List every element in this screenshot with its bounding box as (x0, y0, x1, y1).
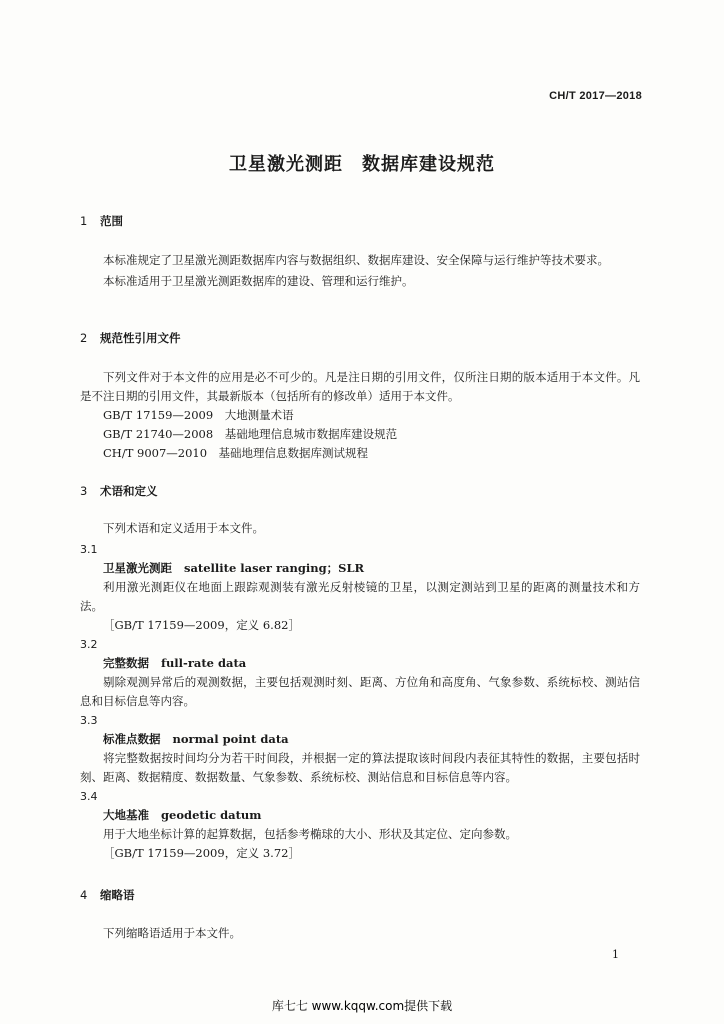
section-3-body (80, 519, 640, 863)
reference-item: CH/T 9007—2010 基础地理信息数据库测试规程 (103, 446, 369, 460)
section-heading: 2 规范性引用文件 (80, 331, 181, 345)
term-heading: 标准点数据 normal point data (103, 732, 289, 746)
term-heading: 完整数据 full-rate data (103, 656, 247, 670)
section-heading: 4 缩略语 (80, 888, 135, 902)
document-title: 卫星激光测距 数据库建设规范 (229, 154, 495, 175)
paragraph: 本标准适用于卫星激光测距数据库的建设、管理和运行维护。 (103, 274, 414, 288)
download-footer: 库七七 www.kqqw.com提供下载 (271, 999, 453, 1013)
term-definition: 将完整数据按时间均分为若干时间段，并根据一定的算法提取该时间段内表征其特性的数据，主要包括时刻、距离、数据精度、数据数量、气象参数、系统标校、测站信息和目标信息等内容。 (80, 751, 640, 784)
paragraph: 下列缩略语适用于本文件。 (103, 926, 241, 940)
paragraph: 下列文件对于本文件的应用是必不可少的。凡是注日期的引用文件，仅所注日期的版本适用于本文件。凡是不注日期的引用文件，其最新版本（包括所有的修改单）适用于本文件。 (80, 370, 640, 403)
paragraph: 本标准规定了卫星激光测距数据库内容与数据组织、数据库建设、安全保障与运行维护等技术要求。 (103, 253, 609, 267)
term-number: 3.4 (80, 790, 98, 803)
section-4-body (80, 924, 640, 943)
section-heading: 3 术语和定义 (80, 484, 158, 498)
section-3 (80, 482, 640, 501)
term-definition: 利用激光测距仪在地面上跟踪观测装有激光反射棱镜的卫星，以测定测站到卫星的距离的测量技术和方法。 (80, 580, 640, 613)
section-heading: 1 范围 (80, 214, 123, 228)
section-2-body (80, 368, 640, 463)
term-source: ［GB/T 17159—2009，定义 3.72］ (103, 846, 300, 860)
term-number: 3.3 (80, 714, 98, 727)
term-number: 3.1 (80, 543, 98, 556)
section-4 (80, 886, 640, 905)
standard-code: CH/T 2017—2018 (549, 90, 642, 102)
section-2 (80, 329, 640, 348)
term-source: ［GB/T 17159—2009，定义 6.82］ (103, 618, 300, 632)
reference-item: GB/T 21740—2008 基础地理信息城市数据库建设规范 (103, 427, 398, 441)
section-1 (80, 212, 640, 231)
page-number: 1 (612, 948, 619, 961)
term-heading: 大地基准 geodetic datum (103, 808, 262, 822)
term-definition: 用于大地坐标计算的起算数据，包括参考椭球的大小、形状及其定位、定向参数。 (103, 827, 517, 841)
section-1-body (80, 251, 640, 291)
reference-item: GB/T 17159—2009 大地测量术语 (103, 408, 294, 422)
term-definition: 剔除观测异常后的观测数据，主要包括观测时刻、距离、方位角和高度角、气象参数、系统标校、测站信息和目标信息等内容。 (80, 675, 640, 708)
term-number: 3.2 (80, 638, 98, 651)
paragraph: 下列术语和定义适用于本文件。 (103, 521, 264, 535)
term-heading: 卫星激光测距 satellite laser ranging；SLR (103, 561, 365, 575)
